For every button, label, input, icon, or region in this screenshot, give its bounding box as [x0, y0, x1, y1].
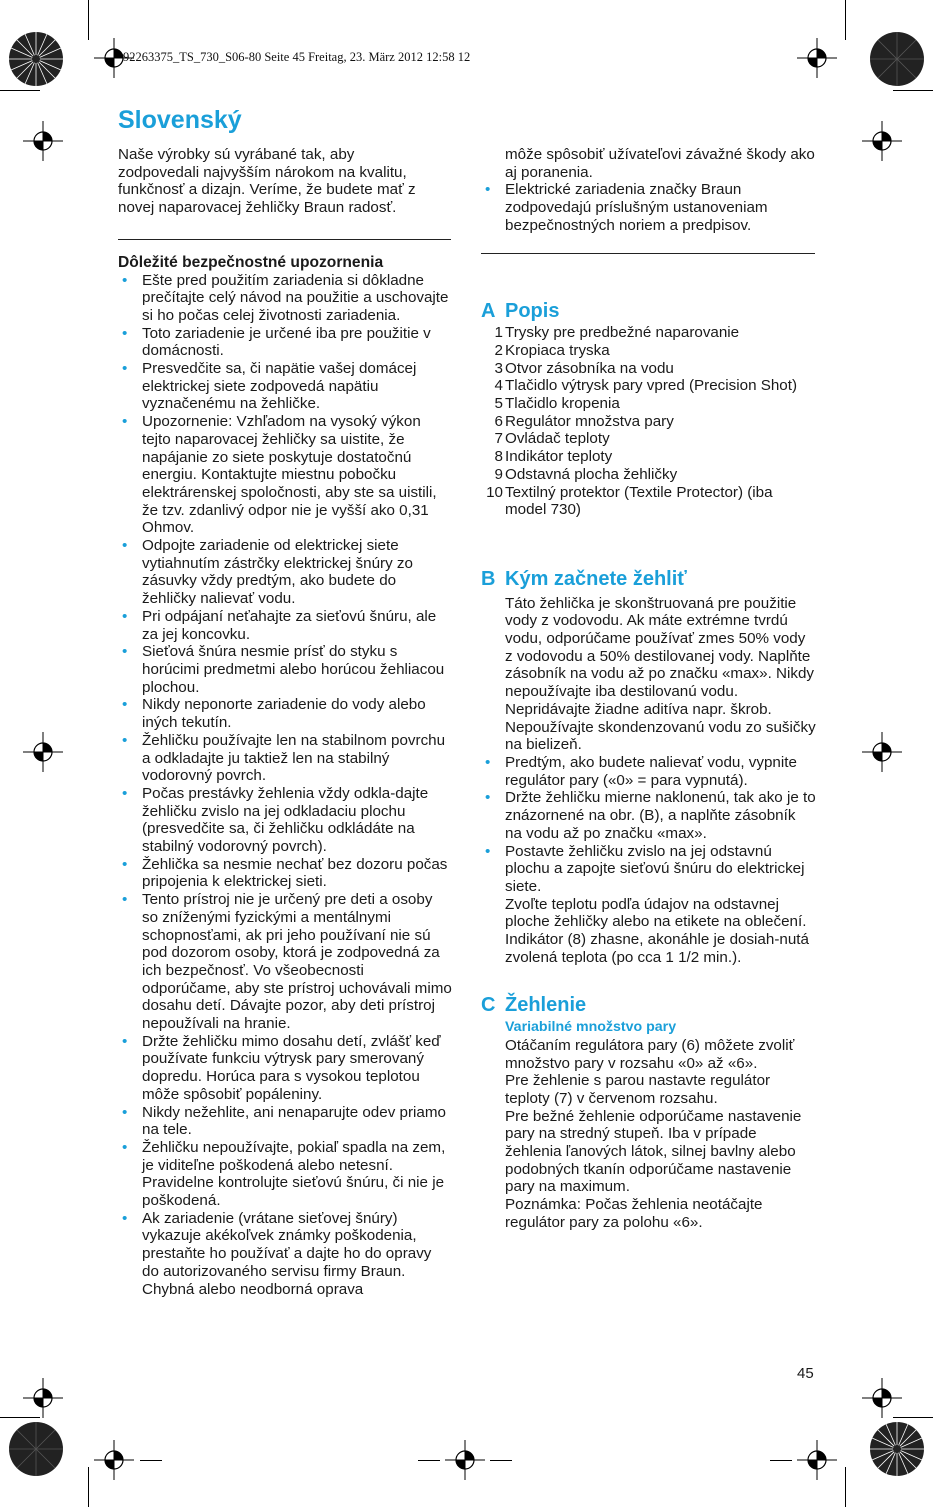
item-text: Tlačidlo kropenia	[505, 395, 620, 413]
registration-mark-icon	[862, 121, 902, 161]
item-text: Kropiaca tryska	[505, 341, 610, 359]
list-item: • Presvedčite sa, či napätie vašej domácej elektrickej siete zodpovedá napätiu vyznačenému na žehličke.	[118, 360, 452, 413]
crop-mark	[845, 0, 846, 40]
item-text: Otvor zásobníka na vodu	[505, 359, 674, 377]
crop-mark	[893, 90, 933, 91]
registration-mark-icon	[797, 38, 837, 78]
list-item: • Držte žehličku mierne naklonenú, tak ako je to znázornené na obr. (B), a naplňte zásobník na vodu až po značku «max».	[481, 789, 816, 842]
crop-mark	[140, 1460, 162, 1461]
item-number: 5	[494, 395, 503, 413]
registration-mark-icon	[23, 1378, 63, 1418]
registration-mark-icon	[862, 732, 902, 772]
starburst-target-icon	[868, 30, 926, 88]
list-item: • Nikdy neponorte zariadenie do vody alebo iných tekutín.	[118, 696, 452, 731]
list-item: • Nikdy nežehlite, ani nenaparujte odev priamo na tele.	[118, 1104, 452, 1139]
list-item: • Toto zariadenie je určené iba pre použitie v domácnosti.	[118, 325, 452, 360]
item-number: 6	[494, 412, 503, 430]
section-b-paragraph: Indikátor (8) zhasne, akonáhle je dosiah-nutá zvolená teplota (po cca 1 1/2 min.).	[505, 931, 809, 966]
registration-mark-icon	[23, 732, 63, 772]
item-text: Ovládač teploty	[505, 430, 610, 448]
section-a-heading	[481, 299, 816, 322]
list-item	[481, 448, 816, 466]
list-item	[481, 377, 816, 395]
item-number: 9	[494, 465, 503, 483]
section-c-heading	[481, 994, 816, 1017]
item-number: 1	[494, 324, 503, 342]
crop-mark	[88, 1467, 89, 1507]
item-number: 3	[494, 359, 503, 377]
item-number: 8	[494, 448, 503, 466]
section-b-paragraph: Zvoľte teplotu podľa údajov na odstavnej ploche žehličky alebo na etikete na oblečení.	[505, 895, 807, 931]
item-text: Tlačidlo výtrysk pary vpred (Precision Shot)	[505, 377, 798, 395]
safety-list	[118, 272, 452, 1299]
list-item: • Tento prístroj nie je určený pre deti a osoby so zníženými fyzickými a mentálnymi schopnosťami, ak pri jeho používaní nie sú pod dozorom osoby, ktorá je zodpovedná za ich bezpečnosť. Vo všeobecnosti odporúčame, aby ste prístroj uchovávali mimo dosahu detí. Dávajte pozor, aby deti prístroj nepoužívali na hranie.	[118, 891, 452, 1033]
item-number: 4	[494, 377, 503, 395]
list-item: • Držte žehličku mimo dosahu detí, zvlášť keď používate funkciu výtrysk pary smerovaný dopredu. Horúca para s vysokou teplotou môže spôsobiť popáleniny.	[118, 1033, 452, 1104]
crop-mark	[490, 1460, 512, 1461]
list-item	[481, 324, 816, 342]
list-item: • Žehličku nepoužívajte, pokiaľ spadla na zem, je viditeľne poškodená alebo netesní. Pravidelne kontrolujte sieťovú šnúru, či nie je poškodená.	[118, 1139, 452, 1210]
section-c-paragraph: Pre žehlenie s parou nastavte regulátor teploty (7) v červenom rozsahu.	[505, 1072, 771, 1107]
section-letter: A	[481, 299, 496, 322]
section-b-intro: Táto žehlička je skonštruovaná pre použitie vody z vodovodu. Ak máte extrémne tvrdú vodu, odporúčame používať zmes 50% vody z vodovodu a 50% destilovanej vody. Naplňte zásobník na vodu až po značku «max». Nikdy nepoužívajte iba destilovanú vodu. Nepridávajte žiadne aditíva napr. škrob. Nepoužívajte skondenzovanú vodu zo sušičky na bielizeň.	[505, 594, 816, 754]
registration-mark-icon	[797, 1440, 837, 1480]
list-item: • Odpojte zariadenie od elektrickej siete vytiahnutím zástrčky elektrickej šnúry zo zásuvky vždy predtým, ako budete do žehličky nalievať vodu.	[118, 537, 452, 608]
crop-mark	[418, 1460, 440, 1461]
parts-list	[481, 324, 816, 519]
starburst-target-icon	[868, 1420, 926, 1478]
intro-paragraph: Naše výrobky sú vyrábané tak, aby zodpovedali najvyšším nárokom na kvalitu, funkčnosť a dizajn. Veríme, že budete mať z novej naparovacej žehličky Braun radosť.	[118, 146, 416, 217]
list-item: • Žehlička sa nesmie nechať bez dozoru počas pripojenia k elektrickej sieti.	[118, 856, 452, 891]
item-number: 7	[494, 430, 503, 448]
section-title: Žehlenie	[505, 994, 587, 1017]
section-b-list	[481, 754, 816, 896]
list-item	[481, 342, 816, 360]
continuation-text: môže spôsobiť užívateľovi závažné škody ako aj poranenia.	[505, 146, 815, 181]
list-item	[481, 413, 816, 431]
section-title: Kým začnete žehliť	[505, 567, 687, 590]
section-b-heading	[481, 567, 816, 590]
list-item: • Upozornenie: Vzhľadom na vysoký výkon tejto naparovacej žehličky sa uistite, že napájanie zo siete poskytuje dostatočnú energiu. Kontaktujte miestnu pobočku elektrárenskej spoločnosti, aby ste sa uistili, že tzv. zdanlivý odpor nie je vyšší ako 0,31 Ohmov.	[118, 413, 452, 537]
list-item	[481, 466, 816, 484]
list-item	[481, 360, 816, 378]
section-title: Popis	[505, 299, 560, 322]
print-header: 92263375_TS_730_S06-80 Seite 45 Freitag, 23. März 2012 12:58 12	[123, 50, 471, 64]
divider	[118, 239, 451, 240]
section-letter: C	[481, 994, 496, 1017]
list-item: • Elektrické zariadenia značky Braun zodpovedajú príslušným ustanoveniam bezpečnostných noriem a predpisov.	[481, 181, 816, 234]
section-c-paragraph: Poznámka: Počas žehlenia neotáčajte regulátor pary za polohu «6».	[505, 1196, 763, 1231]
list-item: • Postavte žehličku zvislo na jej odstavnú plochu a zapojte sieťovú šnúru do elektrickej siete.	[481, 843, 816, 896]
registration-mark-icon	[23, 121, 63, 161]
registration-mark-icon	[94, 1440, 134, 1480]
right-column	[481, 146, 816, 1232]
divider	[481, 253, 815, 254]
list-item: • Sieťová šnúra nesmie prísť do styku s horúcimi predmetmi alebo horúcou žehliacou plochou.	[118, 643, 452, 696]
list-item: • Ak zariadenie (vrátane sieťovej šnúry) vykazuje akékoľvek známky poškodenia, prestaňte ho používať a dajte ho do opravy do autorizovaného servisu firmy Braun. Chybná alebo neodborná oprava	[118, 1210, 452, 1299]
page-title: Slovenský	[118, 106, 242, 134]
list-item	[481, 484, 816, 519]
section-c-subheading: Variabilné množstvo pary	[505, 1019, 677, 1036]
list-item: • Pri odpájaní neťahajte za sieťovú šnúru, ale za jej koncovku.	[118, 608, 452, 643]
section-letter: B	[481, 567, 496, 590]
list-item	[481, 395, 816, 413]
item-text: Trysky pre predbežné naparovanie	[505, 324, 740, 342]
crop-mark	[770, 1460, 792, 1461]
page-number: 45	[797, 1365, 814, 1382]
list-item	[481, 430, 816, 448]
starburst-target-icon	[7, 30, 65, 88]
right-bullet-list	[481, 181, 816, 234]
registration-mark-icon	[862, 1378, 902, 1418]
item-text: Textilný protektor (Textile Protector) (iba model 730)	[505, 483, 773, 519]
registration-mark-icon	[445, 1440, 485, 1480]
crop-mark	[845, 1467, 846, 1507]
item-text: Indikátor teploty	[505, 448, 613, 466]
item-text: Regulátor množstva pary	[505, 412, 674, 430]
list-item: • Predtým, ako budete nalievať vodu, vypnite regulátor pary («0» = para vypnutá).	[481, 754, 816, 789]
left-column	[118, 146, 452, 1298]
list-item: • Žehličku používajte len na stabilnom povrchu a odkladajte ju taktiež len na stabilný vodorovný povrch.	[118, 732, 452, 785]
item-number: 2	[494, 341, 503, 359]
crop-mark	[0, 90, 40, 91]
list-item: • Počas prestávky žehlenia vždy odkla-dajte žehličku zvislo na jej odkladaciu plochu (presvedčite sa, či žehličku odkládáte na stabilný vodorovný povrch).	[118, 785, 452, 856]
safety-heading: Dôležité bezpečnostné upozornenia	[118, 253, 384, 271]
item-number: 10	[486, 483, 503, 501]
section-c-paragraph: Otáčaním regulátora pary (6) môžete zvoliť množstvo pary v rozsahu «0» až «6».	[505, 1036, 795, 1072]
starburst-target-icon	[7, 1420, 65, 1478]
item-text: Odstavná plocha žehličky	[505, 465, 678, 483]
crop-mark	[88, 0, 89, 40]
section-c-paragraph: Pre bežné žehlenie odporúčame nastavenie pary na stredný stupeň. Iba v prípade žehlenia ľanových látok, silnej bavlny alebo podobných tkanín odporúčame nastavenie pary na maximum.	[505, 1107, 802, 1196]
list-item: • Ešte pred použitím zariadenia si dôkladne prečítajte celý návod na použitie a uschovajte si ho počas celej životnosti zariadenia.	[118, 272, 452, 325]
